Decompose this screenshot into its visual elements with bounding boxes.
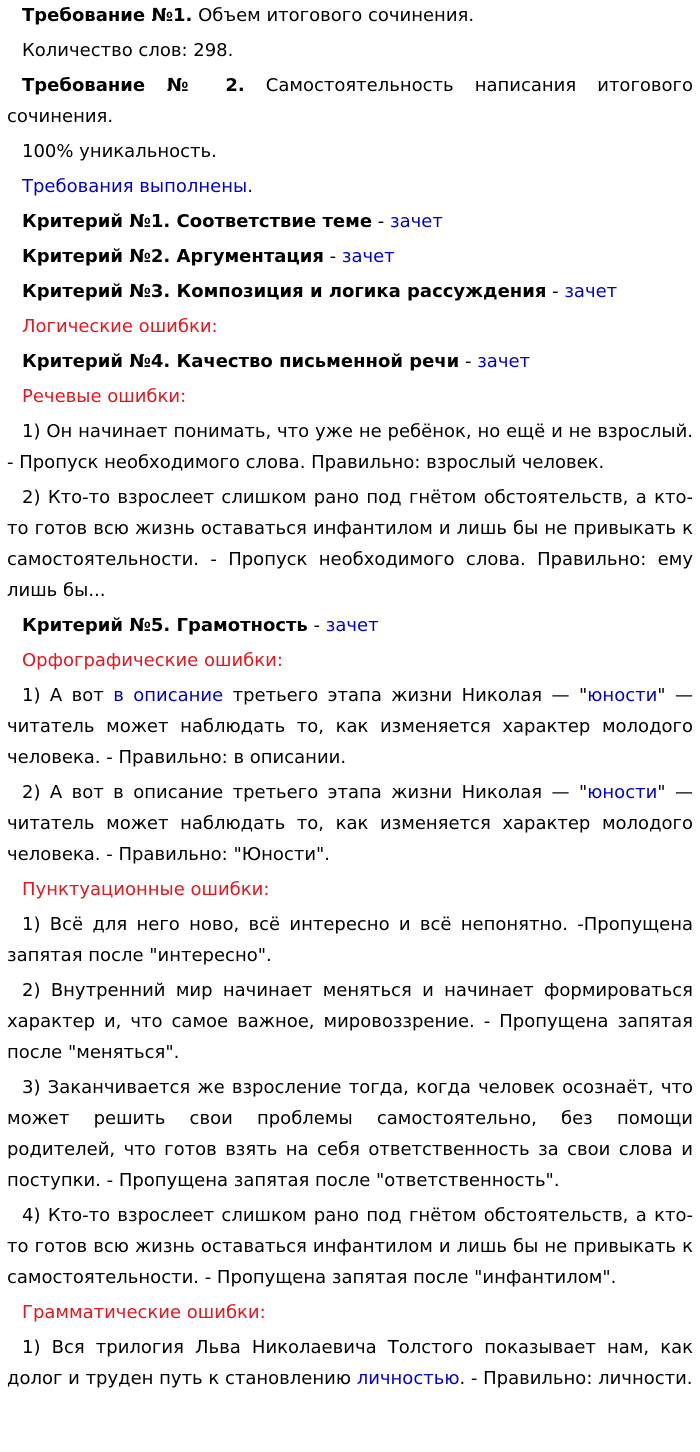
- criterion-1-separator: -: [372, 211, 391, 232]
- uniqueness: 100% уникальность.: [22, 141, 217, 162]
- criterion-5-label: Критерий №5. Грамотность: [22, 615, 308, 636]
- criterion-5-result: зачет: [325, 615, 379, 636]
- requirements-met: Требования выполнены.: [22, 176, 253, 197]
- requirement-2-text: Самостоятельность написания итогового сочинения.: [7, 75, 693, 127]
- criterion-4-result: зачет: [477, 351, 531, 372]
- criterion-3-label: Критерий №3. Композиция и логика рассуждения: [22, 281, 547, 302]
- criterion-2: [7, 241, 693, 272]
- logic-errors-heading: Логические ошибки:: [22, 316, 218, 337]
- spelling-error-highlight: юности: [587, 685, 658, 706]
- punctuation-error-item: 4) Кто-то взрослеет слишком рано под гнётом обстоятельств, а кто-то готов всю жизнь оставаться инфантилом и лишь бы не привыкать к самостоятельности. - Пропущена запятая после "инфантилом".: [7, 1205, 693, 1288]
- spelling-error-text: " — читатель может наблюдать то, как изменяется характер молодого человека. - Правильно: в описании.: [7, 685, 694, 768]
- requirement-2-label: Требование № 2.: [22, 75, 245, 96]
- speech-error-item: 2) Кто-то взрослеет слишком рано под гнётом обстоятельств, а кто-то готов всю жизнь оставаться инфантилом и лишь бы не привыкать к самостоятельности. - Пропуск необходимого слова. Правильно: ему лишь бы...: [7, 487, 693, 601]
- requirement-2: [7, 70, 693, 132]
- speech-errors-heading: Речевые ошибки:: [22, 386, 187, 407]
- spelling-error-item: [7, 680, 693, 773]
- punctuation-errors-heading: Пунктуационные ошибки:: [22, 879, 270, 900]
- spelling-error-highlight: в описание: [113, 685, 224, 706]
- spelling-error-text: третьего этапа жизни Николая — ": [223, 685, 588, 706]
- spelling-errors-heading: Орфографические ошибки:: [22, 650, 283, 671]
- criterion-4-separator: -: [459, 351, 478, 372]
- spelling-error-item: [7, 777, 693, 870]
- requirement-1: [7, 0, 693, 31]
- criterion-3-result: зачет: [564, 281, 618, 302]
- criterion-3-separator: -: [546, 281, 565, 302]
- spelling-error-text: " — читатель может наблюдать то, как изменяется характер молодого человека. - Правильно: "Юности".: [7, 782, 693, 865]
- grammar-error-highlight: личностью: [356, 1368, 460, 1389]
- criterion-3: [7, 276, 693, 307]
- criterion-5-separator: -: [307, 615, 326, 636]
- grammar-error-text: . - Правильно: личности.: [459, 1368, 693, 1389]
- criterion-1: [7, 206, 693, 237]
- criterion-2-result: зачет: [341, 246, 395, 267]
- criterion-2-label: Критерий №2. Аргументация: [22, 246, 324, 267]
- spelling-error-text: 1) А вот: [22, 685, 114, 706]
- grammar-error-item: [7, 1332, 693, 1394]
- speech-error-item: 1) Он начинает понимать, что уже не ребёнок, но ещё и не взрослый. - Пропуск необходимого слова. Правильно: взрослый человек.: [7, 421, 693, 473]
- criterion-1-label: Критерий №1. Соответствие теме: [22, 211, 373, 232]
- word-count: Количество слов: 298.: [22, 40, 234, 61]
- criterion-1-result: зачет: [390, 211, 443, 232]
- criterion-5: [7, 610, 693, 641]
- requirement-1-label: Требование №1.: [22, 5, 193, 26]
- criterion-4: [7, 346, 693, 377]
- punctuation-error-item: 2) Внутренний мир начинает меняться и начинает формироваться характер и, что самое важное, мировоззрение. - Пропущена запятая после "меняться".: [7, 980, 693, 1063]
- spelling-error-text: 2) А вот в описание третьего этапа жизни Николая — ": [22, 782, 588, 803]
- criterion-2-separator: -: [323, 246, 342, 267]
- spelling-error-highlight: юности: [587, 782, 658, 803]
- grammar-errors-heading: Грамматические ошибки:: [22, 1302, 266, 1323]
- punctuation-error-item: 3) Заканчивается же взросление тогда, когда человек осознаёт, что может решить свои проблемы самостоятельно, без помощи родителей, что готов взять на себя ответственность за свои слова и поступки. - Пропущена запятая после "ответственность".: [7, 1077, 693, 1191]
- punctuation-error-item: 1) Всё для него ново, всё интересно и всё непонятно. -Пропущена запятая после "интересно".: [7, 914, 693, 966]
- grammar-error-text: 1) Вся трилогия Льва Николаевича Толстого показывает нам, как долог и труден путь к становлению: [7, 1337, 693, 1389]
- requirement-1-text: Объем итогового сочинения.: [198, 5, 475, 26]
- criterion-4-label: Критерий №4. Качество письменной речи: [22, 351, 460, 372]
